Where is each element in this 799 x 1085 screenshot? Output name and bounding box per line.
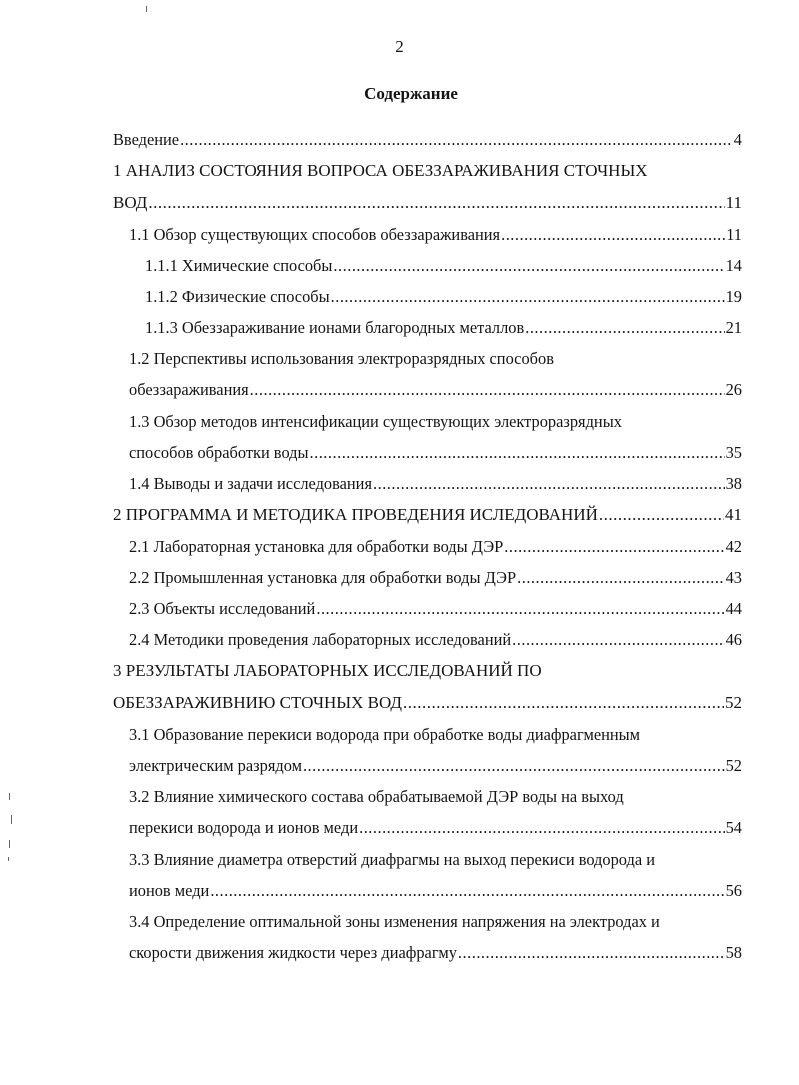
toc-entry-page: 56 xyxy=(725,881,742,900)
dot-leader xyxy=(210,881,724,901)
toc-entry-page: 11 xyxy=(726,225,742,244)
toc-entry-page: 4 xyxy=(733,130,742,149)
toc-entry-3-3-cont[interactable] xyxy=(129,881,742,901)
page-number: 2 xyxy=(395,37,404,56)
dot-leader xyxy=(501,225,725,245)
toc-entry-page: 11 xyxy=(725,193,742,212)
toc-entry-title: обеззараживания xyxy=(129,380,249,399)
dot-leader xyxy=(148,193,724,213)
toc-entry-page: 35 xyxy=(725,443,742,462)
toc-entry-title: 1.1 Обзор существующих способов обеззараживания xyxy=(129,225,501,244)
toc-entry-title: ионов меди xyxy=(129,881,210,900)
toc-entry-1-1-1[interactable] xyxy=(145,256,742,276)
toc-entry-title: 1.1.2 Физические способы xyxy=(145,287,330,306)
dot-leader xyxy=(333,256,724,276)
toc-entry-page: 38 xyxy=(725,474,742,493)
toc-entry-2-4[interactable] xyxy=(129,630,742,650)
dot-leader xyxy=(504,537,724,557)
toc-entry-title: скорости движения жидкости через диафрагму xyxy=(129,943,457,962)
toc-entry-introduction[interactable] xyxy=(113,130,742,150)
dot-leader xyxy=(373,474,725,494)
toc-entry-title: 3.2 Влияние химического состава обрабатываемой ДЭР воды на выход xyxy=(129,787,624,806)
toc-entry-chapter-1-cont[interactable] xyxy=(113,193,742,213)
toc-entry-1-3-cont[interactable] xyxy=(129,443,742,463)
toc-entry-title: 2.4 Методики проведения лабораторных исследований xyxy=(129,630,512,649)
toc-entry-title: 1.3 Обзор методов интенсификации существующих электроразрядных xyxy=(129,412,622,431)
toc-entry-2-3[interactable] xyxy=(129,599,742,619)
toc-entry-title: 2.3 Объекты исследований xyxy=(129,599,316,618)
dot-leader xyxy=(316,599,724,619)
toc-entry-3-4[interactable] xyxy=(129,912,660,932)
dot-leader xyxy=(250,380,725,400)
dot-leader xyxy=(180,130,733,150)
toc-entry-title: 3.3 Влияние диаметра отверстий диафрагмы на выход перекиси водорода и xyxy=(129,850,655,869)
dot-leader xyxy=(525,318,724,338)
toc-entry-title: 1.4 Выводы и задачи исследования xyxy=(129,474,372,493)
toc-entry-chapter-2[interactable] xyxy=(113,505,742,525)
toc-entry-3-4-cont[interactable] xyxy=(129,943,742,963)
toc-entry-1-4[interactable] xyxy=(129,474,742,494)
toc-entry-page: 21 xyxy=(725,318,742,337)
toc-entry-3-3[interactable] xyxy=(129,850,655,870)
toc-entry-2-1[interactable] xyxy=(129,537,742,557)
toc-entry-title: 1.1.3 Обеззараживание ионами благородных металлов xyxy=(145,318,525,337)
toc-entry-title: электрическим разрядом xyxy=(129,756,302,775)
toc-entry-1-3[interactable] xyxy=(129,412,622,432)
toc-entry-1-2[interactable] xyxy=(129,349,554,369)
dot-leader xyxy=(458,943,725,963)
toc-entry-title: 1 АНАЛИЗ СОСТОЯНИЯ ВОПРОСА ОБЕЗЗАРАЖИВАНИЯ СТОЧНЫХ xyxy=(113,161,648,180)
toc-entry-3-1[interactable] xyxy=(129,725,640,745)
toc-entry-title: 2.1 Лабораторная установка для обработки воды ДЭР xyxy=(129,537,504,556)
dot-leader xyxy=(310,443,725,463)
dot-leader xyxy=(403,693,724,713)
toc-entry-title: 1.1.1 Химические способы xyxy=(145,256,333,275)
toc-entry-title: 3.1 Образование перекиси водорода при обработке воды диафрагменным xyxy=(129,725,641,744)
toc-entry-title: ВОД xyxy=(113,193,148,212)
dot-leader xyxy=(512,630,724,650)
toc-entry-page: 42 xyxy=(725,537,742,556)
toc-entry-title: 2.2 Промышленная установка для обработки воды ДЭР xyxy=(129,568,517,587)
dot-leader xyxy=(331,287,725,307)
toc-entry-1-1-2[interactable] xyxy=(145,287,742,307)
toc-entry-chapter-1[interactable] xyxy=(113,161,648,181)
toc-entry-3-2-cont[interactable] xyxy=(129,818,742,838)
toc-entry-page: 58 xyxy=(725,943,742,962)
toc-entry-page: 26 xyxy=(725,380,742,399)
toc-entry-1-2-cont[interactable] xyxy=(129,380,742,400)
toc-entry-1-1-3[interactable] xyxy=(145,318,742,338)
toc-entry-title: Введение xyxy=(113,130,180,149)
toc-entry-2-2[interactable] xyxy=(129,568,742,588)
toc-entry-title: 2 ПРОГРАММА И МЕТОДИКА ПРОВЕДЕНИЯ ИСЛЕДОВАНИЙ xyxy=(113,505,598,524)
toc-entry-chapter-3-cont[interactable] xyxy=(113,693,742,713)
toc-entry-page: 41 xyxy=(725,505,742,524)
toc-entry-title: перекиси водорода и ионов меди xyxy=(129,818,359,837)
toc-entry-3-1-cont[interactable] xyxy=(129,756,742,776)
toc-entry-chapter-3[interactable] xyxy=(113,661,542,681)
toc-entry-page: 14 xyxy=(725,256,742,275)
page-title: Содержание xyxy=(364,84,458,103)
toc-entry-page: 44 xyxy=(725,599,742,618)
toc-entry-page: 46 xyxy=(725,630,742,649)
toc-entry-page: 52 xyxy=(725,756,742,775)
dot-leader xyxy=(517,568,724,588)
toc-entry-1-1[interactable] xyxy=(129,225,742,245)
dot-leader xyxy=(303,756,725,776)
toc-entry-page: 19 xyxy=(725,287,742,306)
toc-entry-title: 1.2 Перспективы использования электроразрядных способов xyxy=(129,349,554,368)
dot-leader xyxy=(359,818,725,838)
toc-entry-title: 3 РЕЗУЛЬТАТЫ ЛАБОРАТОРНЫХ ИССЛЕДОВАНИЙ ПО xyxy=(113,661,542,680)
toc-entry-title: способов обработки воды xyxy=(129,443,309,462)
toc-entry-title: 3.4 Определение оптимальной зоны изменения напряжения на электродах и xyxy=(129,912,660,931)
toc-entry-page: 54 xyxy=(725,818,742,837)
toc-entry-title: ОБЕЗЗАРАЖИВНИЮ СТОЧНЫХ ВОД xyxy=(113,693,403,712)
toc-entry-page: 52 xyxy=(725,693,742,712)
dot-leader xyxy=(599,505,724,525)
toc-entry-page: 43 xyxy=(725,568,742,587)
toc-entry-3-2[interactable] xyxy=(129,787,624,807)
